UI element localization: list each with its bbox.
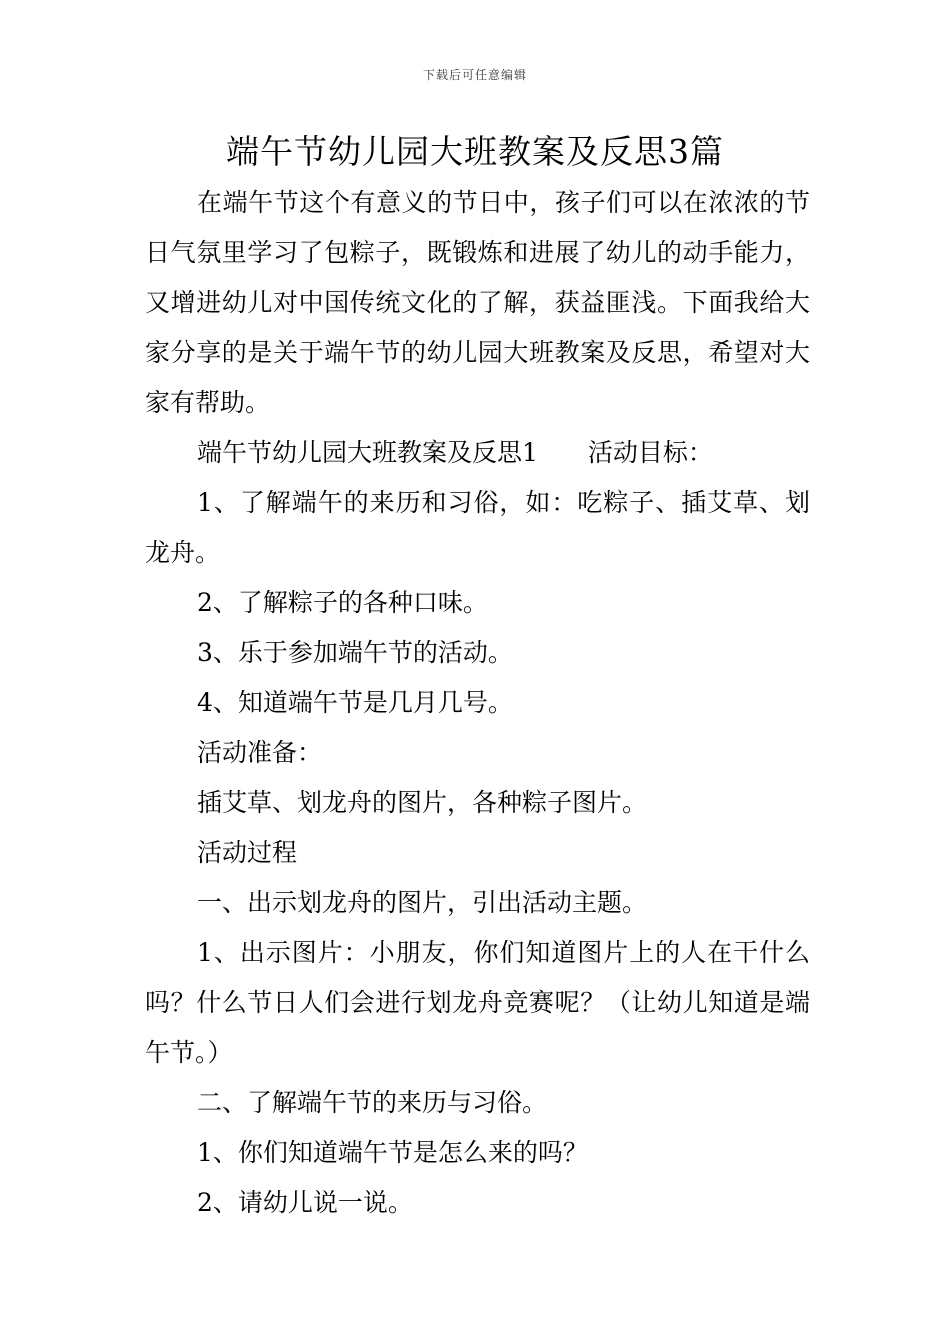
section-heading-line	[145, 428, 810, 478]
process-step-1-item-1: 1、出示图片：小朋友，你们知道图片上的人在干什么吗？什么节日人们会进行划龙舟竞赛呢？（让幼儿知道是端午节。）	[145, 938, 810, 1067]
list-item-goal-1: 1、了解端午的来历和习俗，如：吃粽子、插艾草、划龙舟。	[145, 488, 810, 567]
process-step-2-heading: 二、了解端午节的来历与习俗。	[197, 1088, 548, 1117]
list-item-goal-3: 3、乐于参加端午节的活动。	[197, 638, 513, 667]
intro-paragraph: 在端午节这个有意义的节日中，孩子们可以在浓浓的节日气氛里学习了包粽子，既锻炼和进展了幼儿的动手能力，又增进幼儿对中国传统文化的了解，获益匪浅。下面我给大家分享的是关于端午节的幼儿园大班教案及反思，希望对大家有帮助。	[145, 188, 810, 417]
list-item-goal-4: 4、知道端午节是几月几号。	[197, 688, 513, 717]
prep-content: 插艾草、划龙舟的图片，各种粽子图片。	[197, 788, 648, 817]
section-heading: 端午节幼儿园大班教案及反思1	[197, 438, 538, 467]
process-step-2-item-2: 2、请幼儿说一说。	[197, 1188, 413, 1217]
document-title: 端午节幼儿园大班教案及反思3篇	[226, 132, 724, 171]
process-step-1-heading: 一、出示划龙舟的图片，引出活动主题。	[197, 888, 648, 917]
process-step-2-item-1: 1、你们知道端午节是怎么来的吗？	[197, 1138, 588, 1167]
process-heading: 活动过程	[197, 838, 298, 867]
header-note: 下载后可任意编辑	[422, 68, 527, 82]
goal-label: 活动目标：	[587, 438, 713, 467]
document-body	[145, 178, 810, 1228]
list-item-goal-2: 2、了解粽子的各种口味。	[197, 588, 488, 617]
prep-heading: 活动准备：	[197, 738, 323, 767]
